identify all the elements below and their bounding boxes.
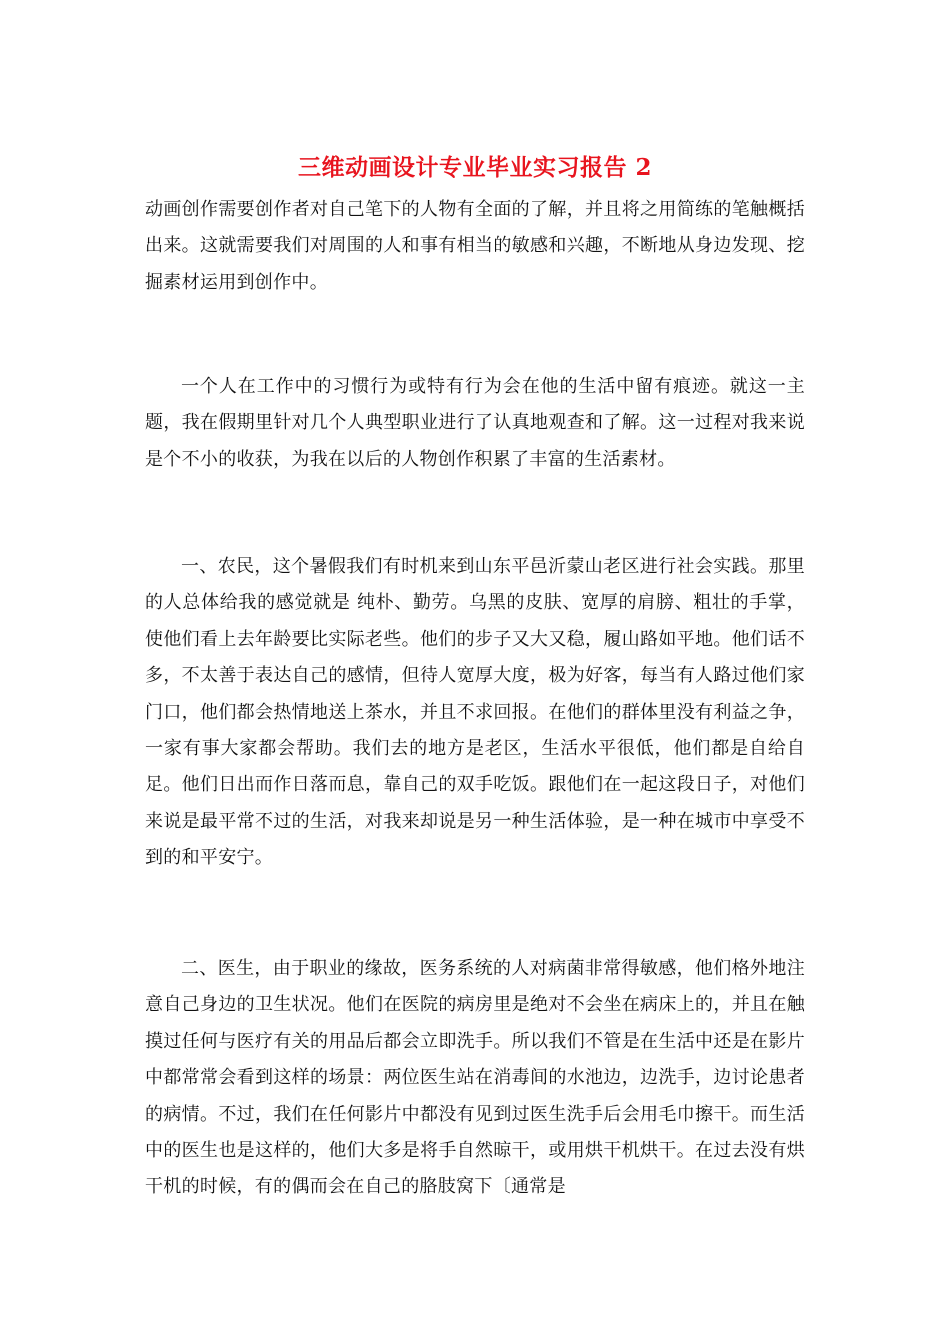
paragraph-doctor: 二、医生，由于职业的缘故，医务系统的人对病菌非常得敏感，他们格外地注意自己身边的卫生状况。他们在医院的病房里是绝对不会坐在病床上的，并且在触摸过任何与医疗有关的用品后都会立即洗手。所以我们不管是在生活中还是在影片中都常常会看到这样的场景：两位医生站在消毒间的水池边，边洗手，边讨论患者的病情。不过，我们在任何影片中都没有见到过医生洗手后会用毛巾擦干。而生活中的医生也是这样的，他们大多是将手自然晾干，或用烘干机烘干。在过去没有烘干机的时候，有的偶而会在自己的胳肢窝下〔通常是 [145, 958, 805, 1198]
paragraph-habits: 一个人在工作中的习惯行为或特有行为会在他的生活中留有痕迹。就这一主题，我在假期里针对几个人典型职业进行了认真地观查和了解。这一过程对我来说是个不小的收获，为我在以后的人物创作积累了丰富的生活素材。 [145, 376, 805, 470]
paragraph-intro: 动画创作需要创作者对自己笔下的人物有全面的了解，并且将之用简练的笔触概括出来。这就需要我们对周围的人和事有相当的敏感和兴趣，不断地从身边发现、挖掘素材运用到创作中。 [145, 199, 805, 293]
paragraph-farmer: 一、农民，这个暑假我们有时机来到山东平邑沂蒙山老区进行社会实践。那里的人总体给我的感觉就是 纯朴、勤劳。乌黑的皮肤、宽厚的肩膀、粗壮的手掌，使他们看上去年龄要比实际老些。他们的步子又大又稳，履山路如平地。他们话不多，不太善于表达自己的感情，但待人宽厚大度，极为好客，每当有人路过他们家门口，他们都会热情地送上茶水，并且不求回报。在他们的群体里没有利益之争，一家有事大家都会帮助。我们去的地方是老区，生活水平很低，他们都是自给自足。他们日出而作日落而息，靠自己的双手吃饭。跟他们在一起这段日子，对他们来说是最平常不过的生活，对我来却说是另一种生活体验，是一种在城市中享受不到的和平安宁。 [145, 556, 805, 869]
document-title: 三维动画设计专业毕业实习报告 2 [297, 154, 652, 181]
